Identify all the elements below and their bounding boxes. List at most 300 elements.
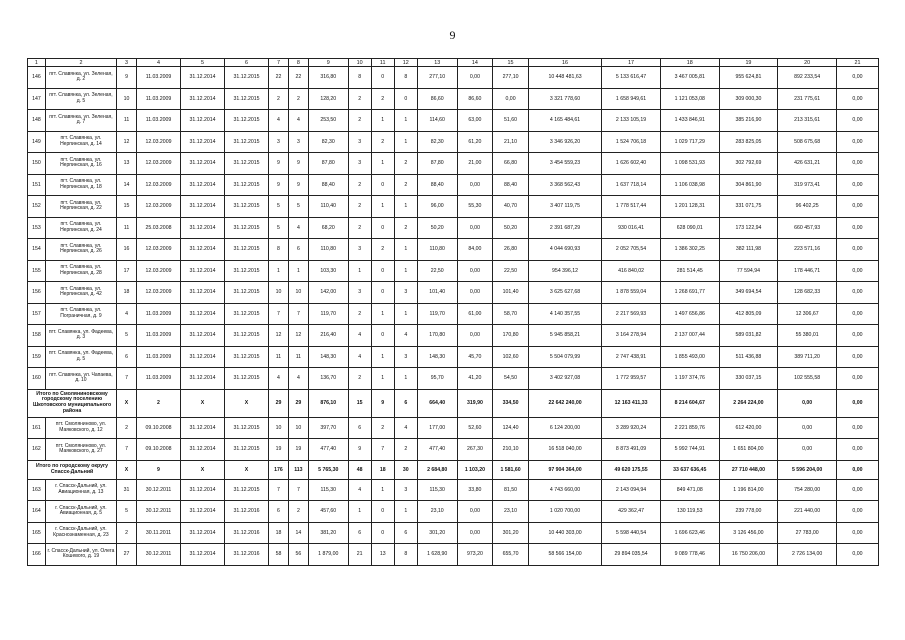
table-cell: 30.12.2011 — [136, 544, 180, 566]
table-cell: 301,20 — [417, 522, 457, 544]
table-cell: 12 — [117, 131, 137, 153]
table-row — [28, 153, 879, 175]
table-cell: 0,00 — [836, 303, 878, 325]
table-cell: 12 — [269, 325, 289, 347]
table-row — [28, 522, 879, 544]
address-cell: г. Спасск-Дальний, ул. Авиационная, д. 5 — [45, 501, 116, 523]
table-cell: 0,00 — [836, 88, 878, 110]
table-cell: 161 — [28, 417, 46, 439]
table-cell: 159 — [28, 346, 46, 368]
table-cell: 9 — [136, 460, 180, 479]
address-cell: пгт. Славянка, ул. Фадеева, д. 5 — [45, 346, 116, 368]
table-cell: 16 — [117, 239, 137, 261]
table-cell: 31.12.2014 — [181, 544, 225, 566]
table-cell: 955 624,81 — [719, 67, 778, 89]
table-cell: 277,10 — [417, 67, 457, 89]
column-number-header: 15 — [493, 59, 529, 67]
table-cell: 7 — [269, 303, 289, 325]
table-cell: 4 — [269, 368, 289, 390]
table-cell: 7 — [269, 479, 289, 501]
table-cell: 2 391 687,29 — [528, 217, 601, 239]
table-cell: 156 — [28, 282, 46, 304]
table-row — [28, 368, 879, 390]
table-cell: 0,00 — [836, 196, 878, 218]
table-cell: 0,00 — [457, 501, 493, 523]
table-cell: 124,40 — [493, 417, 529, 439]
table-cell: 1 658 949,61 — [602, 88, 661, 110]
column-number-header: 14 — [457, 59, 493, 67]
table-cell: 2 — [348, 110, 371, 132]
table-cell: 148 — [28, 110, 46, 132]
table-cell: 2 — [348, 303, 371, 325]
table-cell: 31.12.2015 — [225, 196, 269, 218]
table-cell: 15 — [348, 389, 371, 417]
table-cell: 0 — [371, 501, 394, 523]
table-cell: 102,60 — [493, 346, 529, 368]
table-cell: 0,00 — [836, 239, 878, 261]
table-cell: 628 090,01 — [660, 217, 719, 239]
table-cell: 31.12.2014 — [181, 260, 225, 282]
table-cell: 1 — [288, 260, 308, 282]
table-row — [28, 239, 879, 261]
address-cell: г. Спасск-Дальний, ул. Краснознаменная, д. 23 — [45, 522, 116, 544]
table-cell: 40,70 — [493, 196, 529, 218]
table-cell: 4 — [288, 217, 308, 239]
table-cell: 0,00 — [836, 282, 878, 304]
address-cell: пгт. Славянка, ул. Фадеева, д. 3 — [45, 325, 116, 347]
table-cell: 3 — [348, 153, 371, 175]
table-row — [28, 479, 879, 501]
column-number-header: 8 — [288, 59, 308, 67]
column-number-header: 18 — [660, 59, 719, 67]
table-cell: 14 — [288, 522, 308, 544]
table-cell: 7 — [371, 439, 394, 461]
table-cell: 1 — [394, 110, 417, 132]
table-cell: 3 — [269, 131, 289, 153]
table-cell: 31.12.2015 — [225, 417, 269, 439]
table-row — [28, 501, 879, 523]
table-cell: 18 — [371, 460, 394, 479]
table-cell: 63,00 — [457, 110, 493, 132]
table-cell: 119,70 — [308, 303, 348, 325]
table-cell: 49 620 175,55 — [602, 460, 661, 479]
table-cell: 1 696 623,46 — [660, 522, 719, 544]
table-cell: 31.12.2014 — [181, 417, 225, 439]
table-cell: 655,70 — [493, 544, 529, 566]
table-cell: 3 — [288, 131, 308, 153]
table-row — [28, 439, 879, 461]
table-row — [28, 67, 879, 89]
table-cell: 8 — [394, 544, 417, 566]
table-cell: 1 878 559,04 — [602, 282, 661, 304]
table-cell: 5 596 204,00 — [778, 460, 837, 479]
table-cell: 3 346 926,20 — [528, 131, 601, 153]
total-row — [28, 460, 879, 479]
table-cell: 26,80 — [493, 239, 529, 261]
table-row — [28, 131, 879, 153]
table-cell: 6 — [348, 522, 371, 544]
table-cell: 0,00 — [493, 88, 529, 110]
table-cell: 253,50 — [308, 110, 348, 132]
table-cell: 3 — [348, 239, 371, 261]
table-cell: 0,00 — [836, 67, 878, 89]
table-cell: 9 — [117, 67, 137, 89]
table-cell: X — [117, 389, 137, 417]
table-cell: 1 268 691,77 — [660, 282, 719, 304]
table-cell: 2 — [371, 131, 394, 153]
table-cell: 1 855 493,00 — [660, 346, 719, 368]
table-cell: 4 — [394, 325, 417, 347]
table-cell: 3 126 456,00 — [719, 522, 778, 544]
table-cell: 304 861,90 — [719, 174, 778, 196]
table-cell: 5 — [269, 217, 289, 239]
table-cell: 3 454 559,23 — [528, 153, 601, 175]
table-cell: 3 368 562,43 — [528, 174, 601, 196]
table-cell: 10 — [288, 417, 308, 439]
table-cell: 1 637 718,14 — [602, 174, 661, 196]
table-cell: 0,00 — [836, 217, 878, 239]
table-cell: 158 — [28, 325, 46, 347]
table-cell: 136,70 — [308, 368, 348, 390]
table-cell: 4 — [348, 346, 371, 368]
table-cell: 147 — [28, 88, 46, 110]
table-cell: 154 — [28, 239, 46, 261]
table-row — [28, 260, 879, 282]
table-cell: 55 380,01 — [778, 325, 837, 347]
table-cell: 177,00 — [417, 417, 457, 439]
table-cell: 33 637 636,45 — [660, 460, 719, 479]
table-cell: 9 — [288, 153, 308, 175]
table-cell: 4 743 660,00 — [528, 479, 601, 501]
table-cell: 10 448 481,63 — [528, 67, 601, 89]
table-cell: 277,10 — [493, 67, 529, 89]
table-cell: 0 — [371, 67, 394, 89]
table-cell: 9 — [348, 439, 371, 461]
table-cell: 12.03.2009 — [136, 239, 180, 261]
address-cell: г. Спасск-Дальний, ул. Олега Кошевого, д. 19 — [45, 544, 116, 566]
table-cell: 1 — [269, 260, 289, 282]
table-cell: 0 — [371, 260, 394, 282]
table-cell: 331 071,75 — [719, 196, 778, 218]
table-cell: 0,00 — [836, 460, 878, 479]
table-cell: 7 — [117, 439, 137, 461]
column-number-header: 1 — [28, 59, 46, 67]
table-cell: 11 — [117, 110, 137, 132]
table-cell: 130 119,53 — [660, 501, 719, 523]
table-cell: 239 778,00 — [719, 501, 778, 523]
table-cell: 178 446,71 — [778, 260, 837, 282]
table-cell: 170,80 — [493, 325, 529, 347]
table-cell: 86,60 — [417, 88, 457, 110]
table-cell: 4 044 690,93 — [528, 239, 601, 261]
table-cell: 0,00 — [836, 325, 878, 347]
table-cell: 148,30 — [417, 346, 457, 368]
table-cell: 19 — [288, 439, 308, 461]
table-cell: 87,80 — [308, 153, 348, 175]
table-cell: 0,00 — [836, 153, 878, 175]
table-cell: 6 — [288, 239, 308, 261]
table-cell: 2 — [117, 417, 137, 439]
table-cell: 7 — [288, 479, 308, 501]
table-cell: 1 — [394, 260, 417, 282]
table-cell: 2 — [348, 174, 371, 196]
table-cell: 0,00 — [457, 174, 493, 196]
table-cell: 6 — [117, 346, 137, 368]
table-cell: 31.12.2015 — [225, 110, 269, 132]
table-cell: 2 — [348, 196, 371, 218]
table-cell: 88,40 — [493, 174, 529, 196]
table-cell: 1 — [371, 303, 394, 325]
table-cell: 316,80 — [308, 67, 348, 89]
table-cell: 33,80 — [457, 479, 493, 501]
table-cell: 1 029 717,29 — [660, 131, 719, 153]
table-cell: 11.03.2009 — [136, 368, 180, 390]
table-cell: 31.12.2015 — [225, 439, 269, 461]
table-cell: 30 — [394, 460, 417, 479]
table-cell: 27 — [117, 544, 137, 566]
table-cell: 2 052 705,54 — [602, 239, 661, 261]
table-row — [28, 88, 879, 110]
address-cell: пгт. Славянка, ул. Зеленая, д. 5 — [45, 88, 116, 110]
table-cell: 10 440 303,00 — [528, 522, 601, 544]
table-cell: 5 945 858,21 — [528, 325, 601, 347]
table-cell: 8 214 604,67 — [660, 389, 719, 417]
table-cell: 148,30 — [308, 346, 348, 368]
address-cell: пгт. Славянка, ул. Зеленая, д. 2 — [45, 67, 116, 89]
page-number: 9 — [449, 28, 456, 42]
table-cell: 23,10 — [417, 501, 457, 523]
table-cell: 0 — [371, 174, 394, 196]
table-cell: 5 992 744,91 — [660, 439, 719, 461]
table-cell: 50,20 — [493, 217, 529, 239]
table-cell: 12.03.2009 — [136, 153, 180, 175]
table-cell: 1 — [371, 479, 394, 501]
table-cell: 22 — [269, 67, 289, 89]
table-cell: 6 124 200,00 — [528, 417, 601, 439]
group-label-cell: Итого по Смоляниновскому городскому поселению Шкотовского муниципального района — [28, 389, 117, 417]
table-cell: 31.12.2015 — [225, 174, 269, 196]
table-cell: 4 — [394, 417, 417, 439]
table-cell: 1 020 700,00 — [528, 501, 601, 523]
table-cell: 31.12.2015 — [225, 368, 269, 390]
table-cell: 1 778 517,44 — [602, 196, 661, 218]
table-cell: 0 — [371, 522, 394, 544]
table-cell: 5 504 079,99 — [528, 346, 601, 368]
table-cell: 19 — [269, 439, 289, 461]
table-cell: 5 133 616,47 — [602, 67, 661, 89]
column-number-header: 10 — [348, 59, 371, 67]
table-cell: 61,20 — [457, 131, 493, 153]
table-cell: X — [225, 389, 269, 417]
table-cell: 14 — [117, 174, 137, 196]
table-cell: 41,20 — [457, 368, 493, 390]
table-cell: 1 — [348, 260, 371, 282]
table-cell: 31.12.2014 — [181, 501, 225, 523]
table-cell: 162 — [28, 439, 46, 461]
table-cell: 0,00 — [457, 217, 493, 239]
table-cell: 1 — [371, 110, 394, 132]
column-number-header: 2 — [45, 59, 116, 67]
table-cell: 1 433 846,91 — [660, 110, 719, 132]
table-cell: 12.03.2009 — [136, 260, 180, 282]
table-cell: 0,00 — [778, 389, 837, 417]
table-cell: 5 — [288, 196, 308, 218]
address-cell: пгт. Смоляниново, ул. Маяковского, д. 12 — [45, 417, 116, 439]
table-cell: 754 280,00 — [778, 479, 837, 501]
table-cell: 2 — [371, 239, 394, 261]
table-cell: 382 111,98 — [719, 239, 778, 261]
table-cell: 1 386 302,25 — [660, 239, 719, 261]
table-cell: 11.03.2009 — [136, 67, 180, 89]
table-cell: 128,20 — [308, 88, 348, 110]
address-cell: пгт. Славянка, ул. Нерпинская, д. 24 — [45, 217, 116, 239]
table-cell: 12 — [288, 325, 308, 347]
table-cell: 149 — [28, 131, 46, 153]
address-cell: пгт. Славянка, ул. Нерпинская, д. 26 — [45, 239, 116, 261]
table-body — [28, 67, 879, 566]
table-cell: 1 098 531,93 — [660, 153, 719, 175]
column-number-header: 4 — [136, 59, 180, 67]
table-cell: 119,70 — [417, 303, 457, 325]
table-cell: 330 037,15 — [719, 368, 778, 390]
table-cell: 267,30 — [457, 439, 493, 461]
table-cell: 508 675,68 — [778, 131, 837, 153]
table-cell: 4 — [348, 325, 371, 347]
table-cell: 31.12.2015 — [225, 282, 269, 304]
table-cell: 31.12.2015 — [225, 67, 269, 89]
table-cell: 21 — [348, 544, 371, 566]
column-number-header: 11 — [371, 59, 394, 67]
table-cell: 50,20 — [417, 217, 457, 239]
table-cell: 0,00 — [457, 325, 493, 347]
table-cell: 2 — [371, 417, 394, 439]
address-cell: пгт. Славянка, ул. Нерпинская, д. 14 — [45, 131, 116, 153]
table-cell: 8 873 491,09 — [602, 439, 661, 461]
table-cell: 213 315,61 — [778, 110, 837, 132]
table-cell: 15 — [117, 196, 137, 218]
table-cell: 2 — [394, 174, 417, 196]
table-cell: 2 684,80 — [417, 460, 457, 479]
table-cell: 2 726 134,00 — [778, 544, 837, 566]
table-cell: 4 — [117, 303, 137, 325]
table-row — [28, 544, 879, 566]
table-cell: 142,00 — [308, 282, 348, 304]
table-cell: 2 — [288, 501, 308, 523]
table-cell: X — [181, 460, 225, 479]
address-cell: пгт. Славянка, ул. Чапаева, д. 10 — [45, 368, 116, 390]
table-cell: 17 — [117, 260, 137, 282]
table-cell: 412 805,09 — [719, 303, 778, 325]
table-cell: 11 — [288, 346, 308, 368]
table-cell: 31.12.2015 — [225, 88, 269, 110]
housing-program-table — [27, 58, 879, 566]
table-cell: 8 — [348, 67, 371, 89]
table-cell: 281 514,45 — [660, 260, 719, 282]
table-cell: 0,00 — [457, 282, 493, 304]
table-cell: 426 631,21 — [778, 153, 837, 175]
table-cell: 7 — [117, 368, 137, 390]
table-cell: 31.12.2015 — [225, 479, 269, 501]
table-cell: 30.11.2011 — [136, 522, 180, 544]
table-cell: 5 — [269, 196, 289, 218]
table-row — [28, 174, 879, 196]
table-cell: 22 — [288, 67, 308, 89]
table-cell: 3 — [394, 282, 417, 304]
table-cell: 3 164 278,94 — [602, 325, 661, 347]
table-cell: X — [181, 389, 225, 417]
table-cell: 95,70 — [417, 368, 457, 390]
table-cell: 0,00 — [457, 67, 493, 89]
table-cell: 930 016,41 — [602, 217, 661, 239]
table-cell: 381,20 — [308, 522, 348, 544]
table-cell: 231 775,61 — [778, 88, 837, 110]
table-cell: 6 — [394, 522, 417, 544]
table-cell: 319,90 — [457, 389, 493, 417]
table-cell: 1 — [394, 501, 417, 523]
table-cell: 385 216,90 — [719, 110, 778, 132]
table-cell: 1 — [371, 196, 394, 218]
table-cell: 150 — [28, 153, 46, 175]
table-cell: 165 — [28, 522, 46, 544]
table-cell: 0,00 — [836, 131, 878, 153]
table-row — [28, 196, 879, 218]
table-cell: 1 — [394, 196, 417, 218]
table-cell: 0 — [394, 88, 417, 110]
table-cell: 31.12.2014 — [181, 131, 225, 153]
column-number-header: 9 — [308, 59, 348, 67]
column-number-header: 5 — [181, 59, 225, 67]
table-cell: 31.12.2014 — [181, 346, 225, 368]
table-cell: 31.12.2014 — [181, 217, 225, 239]
table-cell: 31.12.2014 — [181, 479, 225, 501]
table-cell: 0,00 — [836, 479, 878, 501]
table-cell: 31.12.2014 — [181, 88, 225, 110]
table-cell: 8 — [394, 67, 417, 89]
table-cell: 397,70 — [308, 417, 348, 439]
table-cell: 11.03.2009 — [136, 303, 180, 325]
table-cell: 12.03.2009 — [136, 196, 180, 218]
table-cell: 216,40 — [308, 325, 348, 347]
table-cell: 51,60 — [493, 110, 529, 132]
table-cell: 31.12.2015 — [225, 131, 269, 153]
table-cell: 77 594,94 — [719, 260, 778, 282]
table-cell: 2 — [394, 439, 417, 461]
table-cell: 11 — [117, 217, 137, 239]
table-row — [28, 110, 879, 132]
table-cell: 31.12.2015 — [225, 260, 269, 282]
subtotal-row — [28, 389, 879, 417]
table-cell: 68,20 — [308, 217, 348, 239]
table-cell: 4 165 484,61 — [528, 110, 601, 132]
table-cell: 0 — [371, 325, 394, 347]
table-cell: 157 — [28, 303, 46, 325]
column-number-header: 6 — [225, 59, 269, 67]
table-cell: 2 264 224,00 — [719, 389, 778, 417]
table-cell: 31.12.2014 — [181, 153, 225, 175]
table-cell: 31.12.2014 — [181, 368, 225, 390]
column-number-header: 7 — [269, 59, 289, 67]
table-cell: 210,10 — [493, 439, 529, 461]
column-number-header: 17 — [602, 59, 661, 67]
table-cell: 16 750 206,00 — [719, 544, 778, 566]
table-cell: 31.12.2015 — [225, 303, 269, 325]
table-cell: 2 — [288, 88, 308, 110]
table-cell: 0,00 — [836, 389, 878, 417]
table-cell: 4 — [288, 368, 308, 390]
table-cell: 82,30 — [308, 131, 348, 153]
table-cell: 0,00 — [836, 544, 878, 566]
table-cell: 58,70 — [493, 303, 529, 325]
